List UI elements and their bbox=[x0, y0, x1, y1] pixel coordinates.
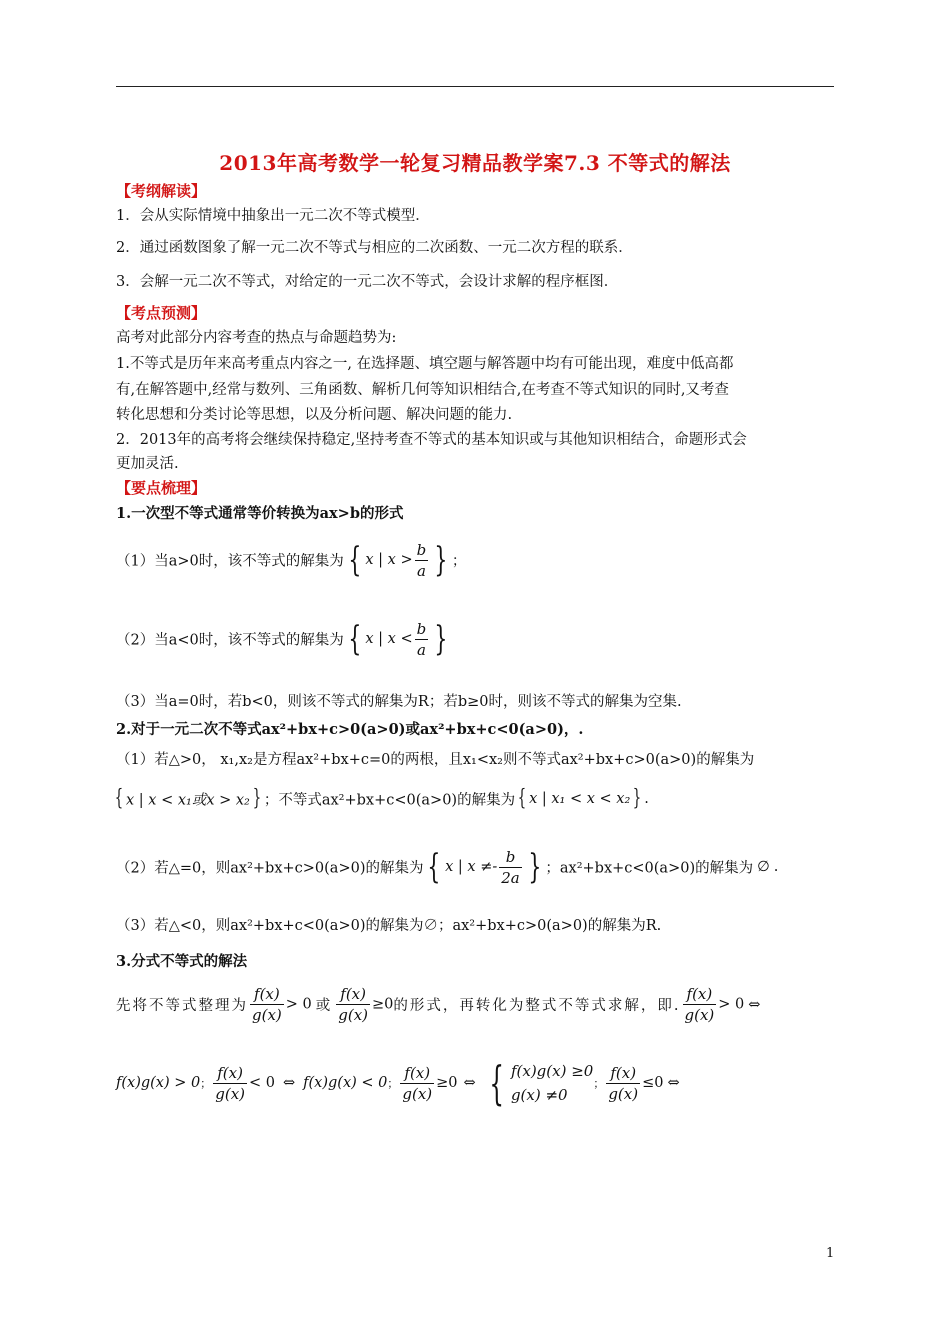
case-a-zero: （3）当a=0时，若b<0，则该不等式的解集为R；若b≥0时，则该不等式的解集为空集. bbox=[116, 694, 682, 710]
yaodian-heading-1: 1.一次型不等式通常等价转换为ax>b的形式 bbox=[116, 505, 404, 522]
solution-set-outer: x | x < x₁或x > x₂ bbox=[126, 792, 250, 809]
solution-set-inner: x | x₁ < x < x₂ bbox=[529, 791, 631, 807]
section-yuce: 【考点预测】 bbox=[116, 304, 207, 322]
delta-positive-text: （1）若△>0， x₁,x₂是方程ax²+bx+c=0的两根，且x₁<x₂则不等式ax²+bx+c>0(a>0)的解集为 bbox=[116, 752, 755, 768]
fraction-f-over-g: $\frac{f(x)}{g(x)}$ bbox=[608, 1063, 639, 1103]
fraction-b-over-2a: $\frac{b}{2a}$ bbox=[501, 847, 520, 887]
section-kaogang: 【考纲解读】 bbox=[116, 182, 207, 200]
page-number: 1 bbox=[826, 1246, 835, 1261]
fraction-f-over-g: $\frac{f(x)}{g(x)}$ bbox=[215, 1063, 245, 1103]
yuce-line-2: 1.不等式是历年来高考重点内容之一, 在选择题、填空题与解答题中均有可能出现，难度中低高都 bbox=[116, 356, 734, 372]
fraction-ineq-line-1: 先将不等式整理为 $\frac{f(x)}{g(x)}$ > 0 或 $\frac{f(x)}{g(x)}$ ≥0的形式，再转化为整式不等式求解，即. $\frac{f(x)}{g(x)}$ > 0 ⇔ bbox=[116, 985, 761, 1024]
yaodian-heading-2: 2.对于一元二次不等式ax²+bx+c>0(a>0)或ax²+bx+c<0(a>0)，. bbox=[116, 721, 584, 738]
yuce-line-4: 转化思想和分类讨论等思想，以及分析问题、解决问题的能力. bbox=[116, 407, 513, 423]
set-lhs: x | x > bbox=[365, 552, 413, 568]
yuce-line-5: 2．2013年的高考将会继续保持稳定,坚持考查不等式的基本知识或与其他知识相结合，命题形式会 bbox=[116, 432, 747, 448]
set-lhs: x | x < bbox=[365, 631, 413, 647]
header-rule bbox=[116, 86, 834, 87]
yuce-line-3: 有,在解答题中,经常与数列、三角函数、解析几何等知识相结合,在考查不等式知识的同时,又考查 bbox=[116, 382, 729, 398]
set-lhs: x | x ≠- bbox=[445, 859, 498, 875]
yaodian-heading-3: 3.分式不等式的解法 bbox=[116, 953, 248, 970]
case-a-negative: （2）当a<0时，该不等式的解集为 { x | x < $\frac{b}{a}$ } bbox=[116, 619, 448, 659]
kaogang-item-2: 2．通过函数图象了解一元二次不等式与相应的二次函数、一元二次方程的联系． bbox=[116, 240, 633, 256]
kaogang-item-1: 1．会从实际情境中抽象出一元二次不等式模型． bbox=[116, 208, 430, 224]
fraction-b-over-a: $\frac{b}{a}$ bbox=[416, 540, 427, 580]
fraction-f-over-g: $\frac{f(x)}{g(x)}$ bbox=[684, 985, 715, 1024]
delta-zero: （2）若△=0，则ax²+bx+c>0(a>0)的解集为 { x | x ≠- $\frac{b}{2a}$ } ；ax²+bx+c<0(a>0)的解集为 ∅ . bbox=[116, 847, 779, 887]
delta-positive-sets: { x | x < x₁或x > x₂ } ；不等式ax²+bx+c<0(a>0)的解集为 { x | x₁ < x < x₂ } . bbox=[114, 786, 649, 811]
yuce-line-1: 高考对此部分内容考查的热点与命题趋势为: bbox=[116, 330, 397, 346]
fraction-f-over-g: $\frac{f(x)}{g(x)}$ bbox=[402, 1063, 433, 1103]
yuce-line-6: 更加灵活. bbox=[116, 456, 179, 472]
equation-system: f(x)g(x) ≥0 g(x) ≠0 bbox=[510, 1062, 594, 1104]
kaogang-item-3: 3．会解一元二次不等式，对给定的一元二次不等式，会设计求解的程序框图． bbox=[116, 274, 619, 290]
fraction-ineq-line-2: f(x)g(x) > 0； $\frac{f(x)}{g(x)}$ < 0 ⇔ f(x)g(x) < 0； $\frac{f(x)}{g(x)}$ ≥0 ⇔ { f(x)g(x) ≥0 g(x) ≠0 ； $\frac{f(x)}{g(x)}$ ≤0 ⇔ bbox=[116, 1056, 680, 1110]
empty-set-symbol: ∅ bbox=[757, 859, 770, 875]
section-yaodian: 【要点梳理】 bbox=[116, 479, 207, 497]
page-title: 2013年高考数学一轮复习精品教学案7.3 不等式的解法 bbox=[219, 151, 731, 175]
delta-negative: （3）若△<0，则ax²+bx+c<0(a>0)的解集为∅；ax²+bx+c>0(a>0)的解集为R. bbox=[116, 918, 662, 934]
case-a-positive: （1）当a>0时，该不等式的解集为 { x | x > $\frac{b}{a}$ } ； bbox=[116, 540, 467, 580]
fraction-b-over-a: $\frac{b}{a}$ bbox=[416, 619, 427, 659]
fraction-f-over-g: $\frac{f(x)}{g(x)}$ bbox=[252, 985, 282, 1024]
fraction-f-over-g: $\frac{f(x)}{g(x)}$ bbox=[338, 985, 369, 1024]
